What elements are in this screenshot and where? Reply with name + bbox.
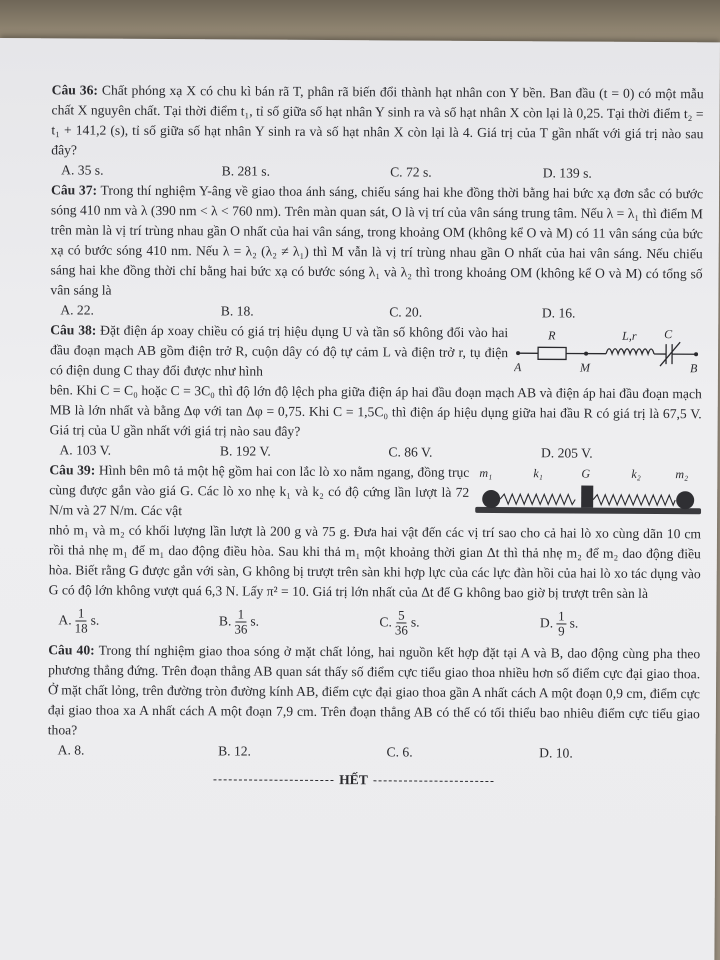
answer-options [48,600,700,644]
option-b: B. 18. [220,303,254,319]
point-a-label: A [513,360,522,375]
question-number: Câu 40: [48,642,95,658]
question-39-header [49,460,701,524]
option-unit: s. [410,614,420,630]
option-a [58,606,219,636]
g-label: G [581,466,591,481]
option-d: D. 205 V. [540,445,593,461]
option-unit: s. [250,613,260,629]
exam-content [47,80,703,792]
end-marker [7,768,699,792]
numerator: 1 [556,609,567,624]
option-letter: B. [218,613,232,629]
resistor-label: R [548,328,556,343]
option-b [219,607,380,637]
fraction [234,607,247,636]
answer-options [48,740,700,764]
question-text: nhỏ m₁ và m₂ có khối lượng lần lượt là 200 g và 75 g. Đưa hai vật đến các vị trí sao cho cả hai lò xo cùng dãn 10 cm rồi thả nhẹ m₁ để m₁ dao động điều hòa. Sau khi thả m₁ một khoảng thời gian Δt thì thả nhẹ m₂ để m₂ dao động điều hòa. Biết rằng G được gắn với sàn, G không bị trượt trên sàn khi hợp lực của các lực đàn hồi của hai lò xo tác dụng vào G có độ lớn không vượt quá 6,3 N. Lấy π² = 10. Giá trị lớn nhất của Δt để G không bao giờ bị trượt trên sàn là [48,522,702,601]
m1-label: m₁ [479,465,493,481]
exam-paper [0,38,720,960]
option-c: C. 20. [389,304,423,320]
option-unit: s. [569,615,579,631]
option-letter: C. [379,614,392,630]
option-c: C. 6. [386,744,413,760]
option-a: A. 35 s. [61,162,104,178]
option-b: B. 281 s. [221,163,271,179]
option-unit: s. [90,612,100,628]
support-g-block [581,486,593,508]
node-m-dot [584,352,588,356]
option-letter: A. [58,612,72,628]
terminal-b-dot [694,352,698,356]
coil-label: L,r [622,328,637,343]
question-number: Câu 36: [51,82,98,98]
mass-m1-ball [482,490,500,508]
spring-system-diagram [475,463,701,524]
question-text: bên. Khi C = C₀ hoặc C = 3C₀ thì độ lớn độ lệch pha giữa điện áp hai đầu đoạn mạch AB và điện áp hai đầu đoạn mạch MB là lớn nhất và bằng Δφ với tan Δφ = 0,75. Khi C = 1,5C₀ thì điện áp hiệu dụng giữa hai đầu R có giá trị là 67,5 V. Giá trị của U gần nhất với giá trị nào sau đây? [49,382,702,439]
spring-k1 [500,494,575,504]
option-a: A. 8. [57,742,85,758]
denominator: 9 [558,622,565,638]
circuit-diagram [514,323,702,382]
question-text: Đặt điện áp xoay chiều có giá trị hiệu dụng U và tần số không đổi vào hai đầu đoạn mạch AB gồm điện trở R, cuộn dây có độ tự cảm L và điện trở r, tụ điện có điện dung C thay đổi được như hình [49,322,509,379]
question-number: Câu 37: [51,182,98,198]
k2-label: k₂ [631,466,641,481]
question-number: Câu 38: [50,322,97,338]
fraction [75,606,88,635]
divider [374,780,494,782]
k1-label: k₁ [533,466,543,481]
numerator: 5 [396,608,407,623]
numerator: 1 [236,607,247,622]
option-a: A. 22. [60,302,94,318]
option-d: D. 10. [539,745,573,761]
question-text: Hình bên mô tả một hệ gồm hai con lắc lò xo nằm ngang, đồng trục cùng được gắn vào giá G. Các lò xo nhẹ k₁ và k₂ có độ cứng lần lượt là 72 N/m và 27 N/m. Các vật [49,462,470,519]
question-text: Trong thí nghiệm giao thoa sóng ở mặt chất lỏng, hai nguồn kết hợp đặt tại A và B, dao động cùng pha theo phương thẳng đứng. Trên đoạn thẳng AB quan sát thấy số điểm cực tiểu giao thoa nhiều hơn số điểm cực đại giao thoa. Ở mặt chất lỏng, trên đường tròn đường kính AB, điểm cực đại giao thoa gần A nhất cách A một đoạn 0,9 cm, điểm cực đại giao thoa xa A nhất cách A một đoạn 7,9 cm. Trên đoạn thẳng AB có thể có tối thiểu bao nhiêu điểm cực tiểu giao thoa? [47,642,701,738]
end-label: HẾT [339,772,368,788]
question-text: Trong thí nghiệm Y-âng về giao thoa ánh sáng, chiếu sáng hai khe đồng thời bằng hai bức xạ đơn sắc có bước sóng 410 nm và λ (390 nm < λ < 760 nm). Trên màn quan sát, O là vị trí của vân sáng trung tâm. Nếu λ = λ₁ thì điểm M trên màn là vị trí trùng nhau gần O nhất của hai vân sáng, trong khoảng OM (không kể O và M) có 11 vân sáng của bức xạ có bước sóng 410 nm. Nếu λ = λ₂ (λ₂ ≠ λ₁) thì M vẫn là vị trí trùng nhau gần O nhất của hai vân sáng. Nếu chiếu sáng hai khe đồng thời chỉ bằng hai bức xạ có bước sóng λ₁ và λ₂ thì trong khoảng OM (không kể O và M) có tổng số vân sáng là [50,182,704,298]
option-d: D. 16. [541,305,576,321]
question-38-body [50,380,702,444]
option-c: C. 86 V. [388,444,433,460]
spring-k2 [593,495,675,506]
option-a: A. 103 V. [59,442,112,458]
question-text: Chất phóng xạ X có chu kì bán rã T, phân rã biến đổi thành hạt nhân con Y bền. Ban đầu (t = 0) có một mẫu chất X nguyên chất. Tại thời điểm t₁, tỉ số giữa số hạt nhân Y sinh ra và số hạt nhân X còn lại là 0,25. Tại thời điểm t₂ = t₁ + 141,2 (s), tỉ số giữa số hạt nhân Y sinh ra và số hạt nhân X còn lại là 4. Giá trị của T gần nhất với giá trị nào sau đây? [51,82,704,158]
point-m-label: M [579,360,591,375]
option-d: D. 139 s. [542,165,592,181]
question-number: Câu 39: [49,462,96,478]
option-letter: D. [539,615,554,631]
fraction [395,608,408,637]
m2-label: m₂ [675,467,689,482]
denominator: 36 [394,621,408,638]
question-36 [51,80,703,164]
point-b-label: B [689,361,698,376]
question-37 [50,180,703,304]
capacitor-label: C [664,327,673,342]
divider [213,779,333,781]
denominator: 36 [234,620,248,637]
question-40 [48,640,701,744]
numerator: 1 [76,606,87,621]
question-39-body [49,520,701,604]
terminal-a-dot [516,351,520,355]
fraction [556,609,567,638]
question-38-header [50,320,702,384]
option-d [540,609,701,639]
option-b: B. 12. [218,743,252,759]
mass-m2-ball [676,491,694,509]
option-c: C. 72 s. [390,164,432,180]
denominator: 18 [74,619,88,636]
option-c [379,608,540,638]
option-b: B. 192 V. [219,443,271,459]
